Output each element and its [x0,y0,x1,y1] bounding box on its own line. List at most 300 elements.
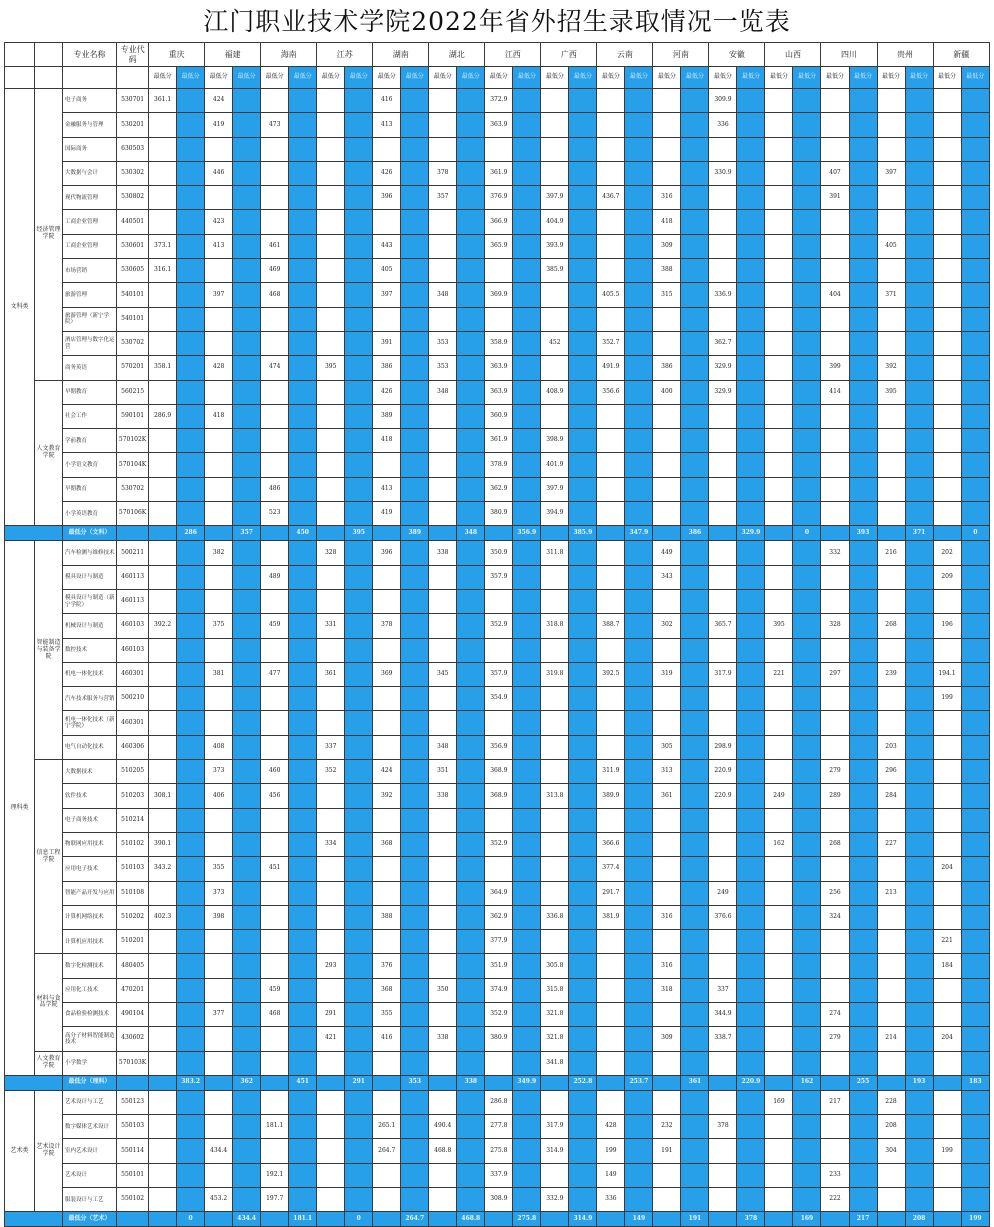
score-cell: 377 [205,1002,233,1026]
major-name-cell: 旅游管理（新宁学院） [63,307,117,331]
min-score-header: 最低分 [849,67,877,89]
score-cell [597,711,625,735]
score-cell: 317.9 [541,1115,569,1139]
score-cell [261,453,289,477]
summary-row [5,526,990,541]
score-cell [625,541,653,565]
score-cell: 336.8 [541,905,569,929]
score-cell [457,541,485,565]
table-row [5,186,990,210]
college-cell: 经济管理学院 [35,89,63,381]
score-cell [737,1002,765,1026]
score-cell [961,234,989,258]
score-cell: 373.1 [149,234,177,258]
score-cell [569,565,597,589]
score-cell [457,331,485,355]
score-cell [625,89,653,113]
score-cell: 459 [261,978,289,1002]
score-cell [485,307,513,331]
score-cell [149,589,177,613]
score-cell [317,137,345,161]
score-cell [541,283,569,307]
score-cell [457,760,485,784]
score-cell [177,89,205,113]
score-cell [653,1002,681,1026]
score-cell: 365.9 [485,234,513,258]
score-cell [233,711,261,735]
score-cell: 395 [877,380,905,404]
score-cell [709,234,737,258]
score-cell [905,930,933,954]
score-cell: 392 [877,356,905,380]
score-cell [905,808,933,832]
score-cell [877,259,905,283]
summary-score-cell: 208 [905,1212,933,1227]
score-cell [625,662,653,686]
score-cell [905,881,933,905]
score-cell [261,137,289,161]
score-cell [261,881,289,905]
score-cell: 348 [429,735,457,759]
score-cell [149,954,177,978]
score-cell [905,1027,933,1051]
score-cell [317,784,345,808]
score-cell [653,808,681,832]
score-cell: 316 [653,905,681,929]
score-cell [513,356,541,380]
score-cell [289,404,317,428]
summary-score-cell: 0 [345,1212,373,1227]
score-cell: 308.1 [149,784,177,808]
score-cell [513,565,541,589]
province-header: 福建 [205,43,261,67]
score-cell [737,1090,765,1114]
score-cell [625,307,653,331]
summary-row [5,1075,990,1090]
score-cell [905,113,933,137]
score-cell [233,857,261,881]
summary-label: 最低分（理科） [63,1075,117,1090]
score-cell: 345 [429,662,457,686]
score-cell: 336 [597,1188,625,1212]
score-cell [513,137,541,161]
score-cell [653,404,681,428]
score-cell [765,356,793,380]
score-cell [849,283,877,307]
score-cell: 393.9 [541,234,569,258]
score-cell: 332 [821,541,849,565]
score-cell [793,1090,821,1114]
score-cell [849,760,877,784]
score-cell [149,1115,177,1139]
score-cell [345,614,373,638]
score-cell [513,1027,541,1051]
score-cell [961,687,989,711]
score-cell [625,331,653,355]
major-code-cell: 570102K [117,429,149,453]
score-cell [569,735,597,759]
summary-score-cell: 0 [793,526,821,541]
score-cell [849,978,877,1002]
score-cell: 208 [877,1115,905,1139]
score-cell [233,453,261,477]
summary-score-cell [653,1075,681,1090]
score-cell: 361.9 [485,161,513,185]
score-cell [905,89,933,113]
table-row [5,1163,990,1187]
score-cell [317,905,345,929]
major-code-cell: 510202 [117,905,149,929]
score-cell [429,930,457,954]
score-cell [709,808,737,832]
score-cell [289,954,317,978]
major-name-cell: 应用电子技术 [63,857,117,881]
score-cell [933,1002,961,1026]
score-cell [653,589,681,613]
score-cell: 162 [765,832,793,856]
score-cell: 324 [821,905,849,929]
table-row [5,307,990,331]
score-cell [709,404,737,428]
score-cell [625,113,653,137]
score-cell: 413 [205,234,233,258]
score-cell [205,954,233,978]
major-name-cell: 模具设计与制造（新宁学院） [63,589,117,613]
score-cell [457,1027,485,1051]
score-cell [821,404,849,428]
score-cell [513,1139,541,1163]
score-cell [261,687,289,711]
summary-score-cell [933,1212,961,1227]
score-cell [429,1163,457,1187]
score-cell [261,429,289,453]
summary-score-cell [429,1212,457,1227]
score-cell: 289 [821,784,849,808]
score-cell [933,735,961,759]
score-cell [821,331,849,355]
score-cell [737,283,765,307]
score-cell [289,662,317,686]
score-cell [765,137,793,161]
score-cell [961,565,989,589]
score-cell: 390.1 [149,832,177,856]
score-cell [569,905,597,929]
score-cell: 337 [709,978,737,1002]
score-cell [877,1188,905,1212]
score-cell [625,1188,653,1212]
score-cell: 360.9 [485,404,513,428]
score-cell [597,307,625,331]
score-cell [317,477,345,501]
min-score-header: 最低分 [569,67,597,89]
score-cell [401,453,429,477]
score-cell [233,1139,261,1163]
score-cell: 316 [653,954,681,978]
score-cell: 220.9 [709,760,737,784]
score-cell: 309.9 [709,89,737,113]
score-cell [569,380,597,404]
score-cell [373,735,401,759]
score-cell: 443 [373,234,401,258]
score-cell [681,857,709,881]
score-cell [317,161,345,185]
score-cell [345,1090,373,1114]
score-cell: 214 [877,1027,905,1051]
score-cell [289,857,317,881]
score-cell [653,1163,681,1187]
score-cell [233,502,261,526]
score-cell [793,331,821,355]
major-name-cell: 社会工作 [63,404,117,428]
score-cell: 264.7 [373,1139,401,1163]
score-cell: 341.8 [541,1051,569,1075]
score-cell: 196 [933,614,961,638]
score-cell [961,541,989,565]
score-cell: 386 [653,356,681,380]
province-header: 安徽 [709,43,765,67]
score-cell [457,614,485,638]
score-cell [737,1027,765,1051]
score-cell [149,331,177,355]
score-cell [149,565,177,589]
score-cell [233,1027,261,1051]
score-cell [569,356,597,380]
score-cell [681,589,709,613]
major-name-cell: 模具设计与制造 [63,565,117,589]
score-cell [709,711,737,735]
score-cell [933,905,961,929]
score-cell [709,186,737,210]
score-cell [149,380,177,404]
score-cell [205,638,233,662]
score-cell [317,808,345,832]
score-cell [737,978,765,1002]
summary-row [5,1212,990,1227]
score-cell [513,89,541,113]
score-cell [961,502,989,526]
score-cell [401,259,429,283]
score-cell [205,1163,233,1187]
score-cell: 316.1 [149,259,177,283]
summary-score-cell: 371 [905,526,933,541]
score-cell [625,954,653,978]
score-cell [849,857,877,881]
score-cell: 378 [709,1115,737,1139]
score-cell [177,404,205,428]
score-cell [429,614,457,638]
score-cell [233,565,261,589]
score-cell [765,760,793,784]
score-cell [933,477,961,501]
table-row [5,1002,990,1026]
score-cell [793,1002,821,1026]
summary-score-cell [709,526,737,541]
score-cell [653,502,681,526]
score-cell [625,1115,653,1139]
score-cell: 388.7 [597,614,625,638]
score-cell [625,234,653,258]
major-code-cell: 530201 [117,113,149,137]
score-cell [261,186,289,210]
score-cell [401,404,429,428]
score-cell [905,541,933,565]
score-cell [849,137,877,161]
table-row [5,1115,990,1139]
major-name-cell: 早期教育 [63,477,117,501]
score-cell [877,954,905,978]
score-cell [709,307,737,331]
score-cell: 319.8 [541,662,569,686]
score-cell [261,161,289,185]
score-cell [401,1090,429,1114]
score-cell [737,687,765,711]
score-cell [793,614,821,638]
score-cell [261,210,289,234]
score-cell [793,1027,821,1051]
score-cell [233,905,261,929]
college-cell: 人文教育学院 [35,1051,63,1075]
score-cell [513,808,541,832]
score-cell [233,541,261,565]
score-cell: 249 [709,881,737,905]
score-cell [625,905,653,929]
score-cell [289,1090,317,1114]
score-cell [905,784,933,808]
score-cell [737,307,765,331]
score-cell [597,978,625,1002]
min-score-header: 最低分 [485,67,513,89]
score-cell [513,541,541,565]
major-name-cell: 电子商务技术 [63,808,117,832]
score-cell [177,541,205,565]
score-cell: 398 [205,905,233,929]
score-cell [345,881,373,905]
score-cell [177,808,205,832]
score-cell: 378 [373,614,401,638]
score-cell [877,808,905,832]
score-cell [681,905,709,929]
score-cell: 204 [933,1027,961,1051]
score-cell: 388 [653,259,681,283]
score-cell [345,1163,373,1187]
score-cell [485,638,513,662]
score-cell [317,429,345,453]
score-cell: 436.7 [597,186,625,210]
score-cell [429,502,457,526]
summary-score-cell [821,1075,849,1090]
score-cell: 423 [205,210,233,234]
score-cell [569,541,597,565]
score-cell: 413 [373,113,401,137]
score-cell: 385.9 [541,259,569,283]
major-code-cell: 550103 [117,1115,149,1139]
score-cell [289,429,317,453]
score-cell [737,541,765,565]
score-cell [709,453,737,477]
score-cell [429,638,457,662]
score-cell [205,589,233,613]
score-cell [625,881,653,905]
score-cell [933,1163,961,1187]
summary-score-cell: 199 [961,1212,989,1227]
score-cell [681,283,709,307]
score-cell [765,502,793,526]
table-row [5,589,990,613]
score-cell: 350 [429,978,457,1002]
score-cell [961,161,989,185]
score-cell [821,453,849,477]
score-cell [905,760,933,784]
score-cell [149,687,177,711]
score-cell [429,905,457,929]
score-cell [457,1188,485,1212]
score-cell [681,711,709,735]
score-cell [457,735,485,759]
major-code-cell: 540101 [117,283,149,307]
score-cell [961,1051,989,1075]
score-cell [373,711,401,735]
score-cell [765,565,793,589]
score-cell [961,784,989,808]
score-cell [401,978,429,1002]
score-cell [513,331,541,355]
score-cell: 416 [373,1027,401,1051]
score-cell [625,210,653,234]
score-cell [709,954,737,978]
score-cell [933,380,961,404]
score-cell [541,808,569,832]
score-cell [429,453,457,477]
score-cell [681,687,709,711]
major-code-cell: 460301 [117,711,149,735]
score-cell [457,477,485,501]
score-cell [849,161,877,185]
score-cell: 302 [653,614,681,638]
score-cell [233,978,261,1002]
score-cell [233,735,261,759]
province-header: 云南 [597,43,653,67]
score-cell: 397 [373,283,401,307]
score-cell [625,565,653,589]
score-cell [625,1139,653,1163]
score-cell [429,404,457,428]
score-cell [569,259,597,283]
score-cell [737,186,765,210]
score-cell [401,137,429,161]
score-cell [289,760,317,784]
min-score-header: 最低分 [289,67,317,89]
college-cell: 人文教育学院 [35,380,63,526]
score-cell [933,881,961,905]
score-cell: 428 [597,1115,625,1139]
score-cell: 355 [205,857,233,881]
score-cell: 194.1 [933,662,961,686]
score-cell [429,881,457,905]
score-cell [765,905,793,929]
score-cell [793,808,821,832]
score-cell [345,905,373,929]
score-cell [457,89,485,113]
score-cell: 400 [653,380,681,404]
score-cell: 362.7 [709,331,737,355]
score-cell [821,113,849,137]
score-cell [849,638,877,662]
score-cell [737,857,765,881]
score-cell [905,137,933,161]
score-cell [793,881,821,905]
score-cell: 361.9 [485,429,513,453]
summary-score-cell [653,526,681,541]
